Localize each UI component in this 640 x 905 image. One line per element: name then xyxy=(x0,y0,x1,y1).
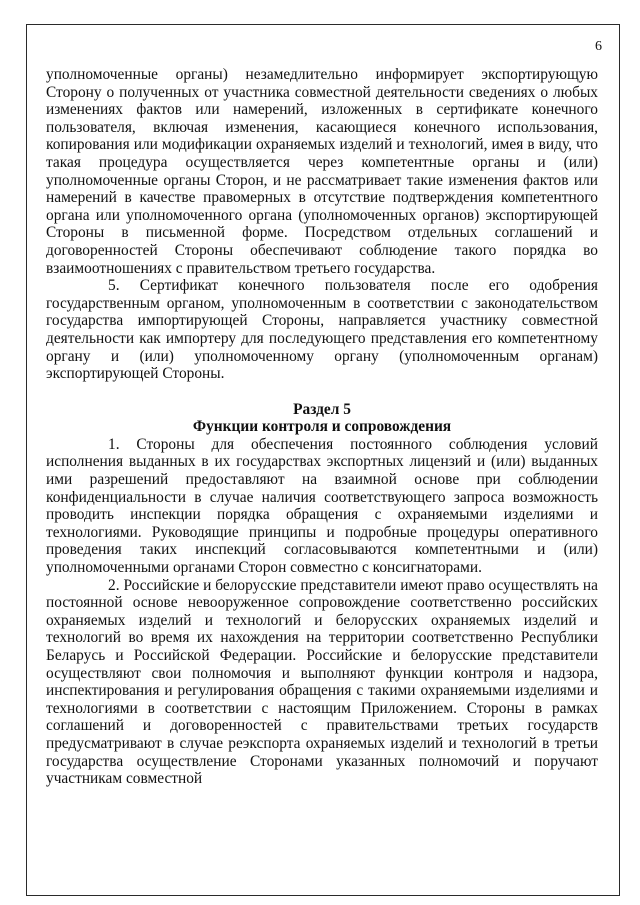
document-body xyxy=(46,66,598,788)
section-title: Функции контроля и сопровождения xyxy=(192,418,452,436)
section-paragraph-1: 1. Стороны для обеспечения постоянного соблюдения условий исполнения выданных в их государствах экспортных лицензий и (или) выданных ими разрешений предоставляют на взаимной основе при соблюдении конфиденциальности в случае наличия соответствующего запроса возможность проводить инспекции порядка обращения с охраняемыми изделиями и технологиями. Руководящие принципы и подробные процедуры оперативного проведения таких инспекций согласовываются компетентными и (или) уполномоченными органами Сторон совместно с консигнаторами. xyxy=(46,435,598,577)
section-paragraph-2: 2. Российские и белорусские представители имеют право осуществлять на постоянной основе невооруженное сопровождение соответственно российских охраняемых изделий и технологий и белорусских охраняемых изделий и технологий во время их нахождения на территории соответственно Республики Беларусь и Российской Федерации. Российские и белорусские представители осуществляют свои полномочия и выполняют функции контроля и надзора, инспектирования и регулирования обращения с такими охраняемыми изделиями и технологиями в соответствии с настоящим Приложением. Стороны в рамках соглашений и договоренностей с правительствами третьих государств предусматривают в случае реэкспорта охраняемых изделий и технологий в третьи государства осуществление Сторонами указанных полномочий и поручают участникам совместной xyxy=(46,576,598,788)
page-number: 6 xyxy=(595,39,602,54)
section-label: Раздел 5 xyxy=(293,400,351,418)
section-spacer xyxy=(46,383,598,401)
paragraph-5: 5. Сертификат конечного пользователя после его одобрения государственным органом, уполномоченным в соответствии с законодательством государства импортирующей Стороны, направляется участнику совместной деятельности как импортеру для последующего представления его компетентному органу и (или) уполномоченному органу (уполномоченным органам) экспортирующей Стороны. xyxy=(46,277,598,383)
paragraph-continuation: уполномоченные органы) незамедлительно информирует экспортирующую Сторону о полученных от участника совместной деятельности сведениях о любых изменениях фактов или намерений, изложенных в сертификате конечного пользователя, включая изменения, касающиеся конечного использования, копирования или модификации охраняемых изделий и технологий, имея в виду, что такая процедура осуществляется через компетентные органы и (или) уполномоченные органы Сторон, и не рассматривает такие изменения фактов или намерений в качестве правомерных в отсутствие подтверждения компетентного органа или уполномоченного органа (уполномоченных органов) экспортирующей Стороны в письменной форме. Посредством отдельных соглашений и договоренностей Стороны обеспечивают соблюдение такого порядка во взаимоотношениях с правительством третьего государства. xyxy=(46,66,598,277)
